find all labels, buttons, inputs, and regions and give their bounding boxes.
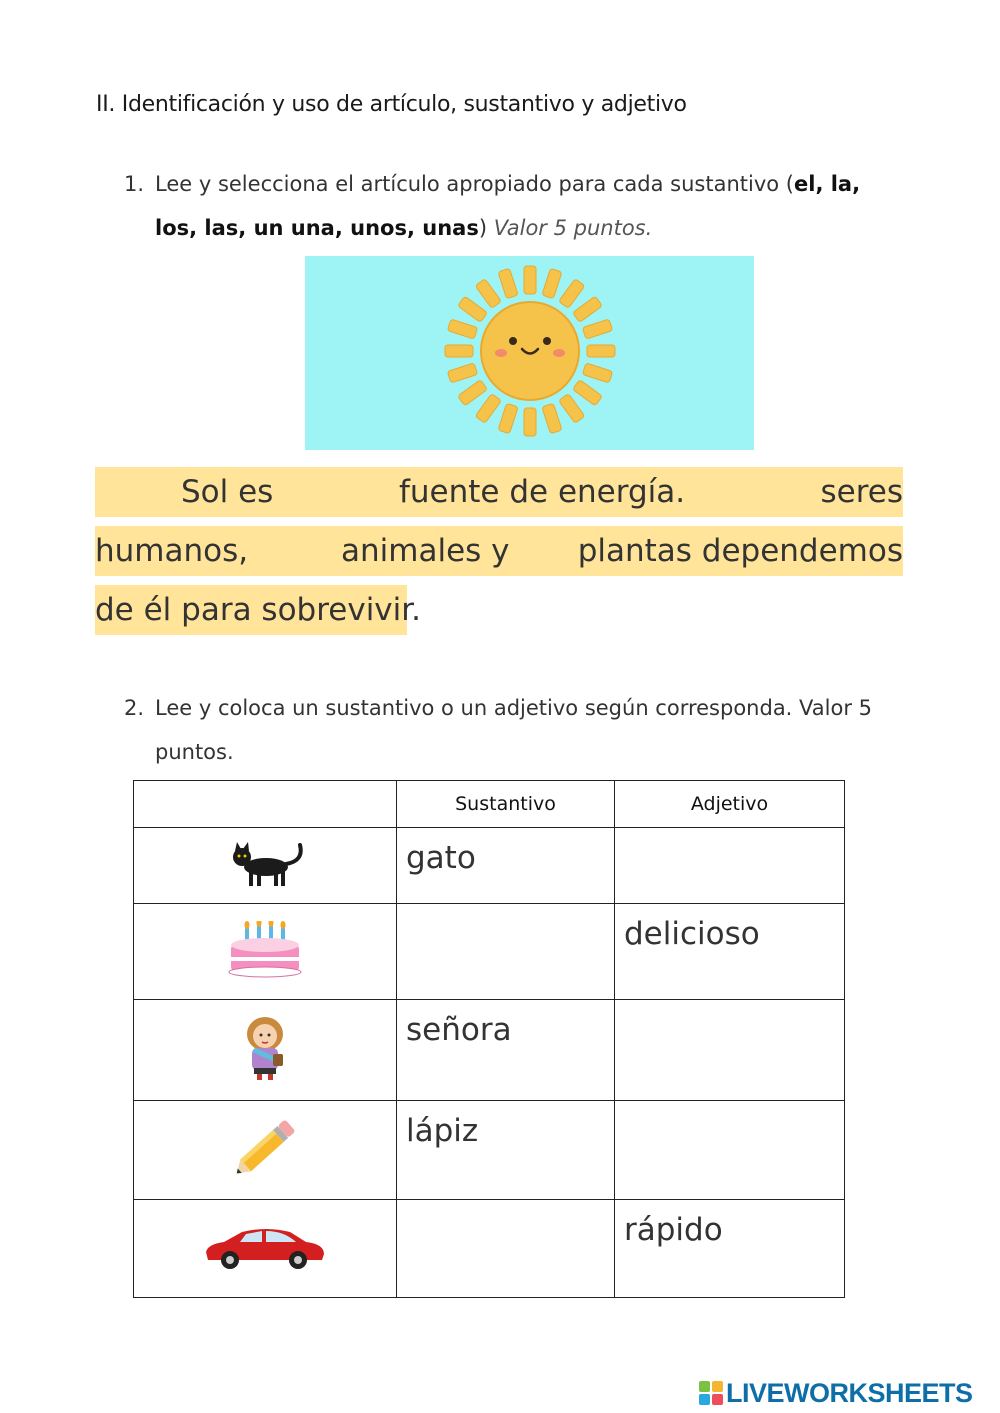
adjetivo-cell[interactable]: rápido: [615, 1200, 845, 1298]
blank-text: animales y: [341, 533, 510, 569]
exercise-1-instructions: [124, 162, 904, 252]
sustantivo-cell[interactable]: gato: [397, 828, 615, 904]
article-list: el, la, los, las, un una, unos, unas: [155, 172, 861, 240]
blank-text: humanos,: [95, 533, 249, 569]
logo-mark-icon: [699, 1381, 723, 1405]
exercise-1-number: 1.: [124, 172, 145, 196]
image-cell: [134, 828, 397, 904]
brand-name: LIVEWORKSHEETS: [726, 1378, 973, 1408]
table-header-row: [134, 781, 845, 828]
adjetivo-cell[interactable]: [615, 1101, 845, 1200]
image-cell: [134, 1101, 397, 1200]
adjetivo-cell[interactable]: [615, 1000, 845, 1101]
image-cell: [134, 1000, 397, 1101]
adjetivo-cell[interactable]: [615, 828, 845, 904]
pencil-icon: [225, 1112, 305, 1184]
exercise-1-text: Lee y selecciona el artículo apropiado para cada sustantivo (: [155, 172, 794, 196]
header-image: [134, 781, 397, 828]
table-row: [134, 1200, 845, 1298]
fill-in-line-2: [95, 526, 903, 576]
sustantivo-cell[interactable]: [397, 904, 615, 1000]
sustantivo-cell[interactable]: lápiz: [397, 1101, 615, 1200]
noun-adjective-table: [133, 780, 845, 1298]
exercise-2-instructions: [124, 686, 904, 776]
exercise-1-close: ): [478, 216, 488, 240]
sun-illustration: [305, 256, 754, 450]
blank-text: plantas dependemos: [577, 533, 903, 569]
table-row: [134, 1000, 845, 1101]
sustantivo-cell[interactable]: [397, 1200, 615, 1298]
table-row: [134, 1101, 845, 1200]
header-sustantivo: Sustantivo: [397, 781, 615, 828]
woman-icon: [237, 1014, 293, 1082]
blank-text: fuente de energía.: [399, 474, 686, 510]
sustantivo-cell[interactable]: señora: [397, 1000, 615, 1101]
car-icon: [200, 1222, 330, 1272]
table-row: [134, 828, 845, 904]
exercise-1-value: Valor 5 puntos.: [493, 216, 653, 240]
blank-text: de él para sobrevivir.: [95, 592, 422, 628]
adjetivo-cell[interactable]: delicioso: [615, 904, 845, 1000]
blank-text: Sol es: [181, 474, 274, 510]
fill-in-line-1: [95, 467, 903, 517]
cat-icon: [220, 837, 310, 891]
header-adjetivo: Adjetivo: [615, 781, 845, 828]
fill-in-line-3: [95, 585, 422, 635]
section-title: II. Identificación y uso de artículo, sustantivo y adjetivo: [96, 92, 687, 117]
sun-icon: [305, 256, 754, 450]
table-row: [134, 904, 845, 1000]
cake-icon: [225, 921, 305, 979]
exercise-2-text: Lee y coloca un sustantivo o un adjetivo según corresponda. Valor 5 puntos.: [155, 696, 872, 764]
image-cell: [134, 1200, 397, 1298]
image-cell: [134, 904, 397, 1000]
blank-text: seres: [820, 474, 903, 510]
exercise-2-number: 2.: [124, 696, 145, 720]
